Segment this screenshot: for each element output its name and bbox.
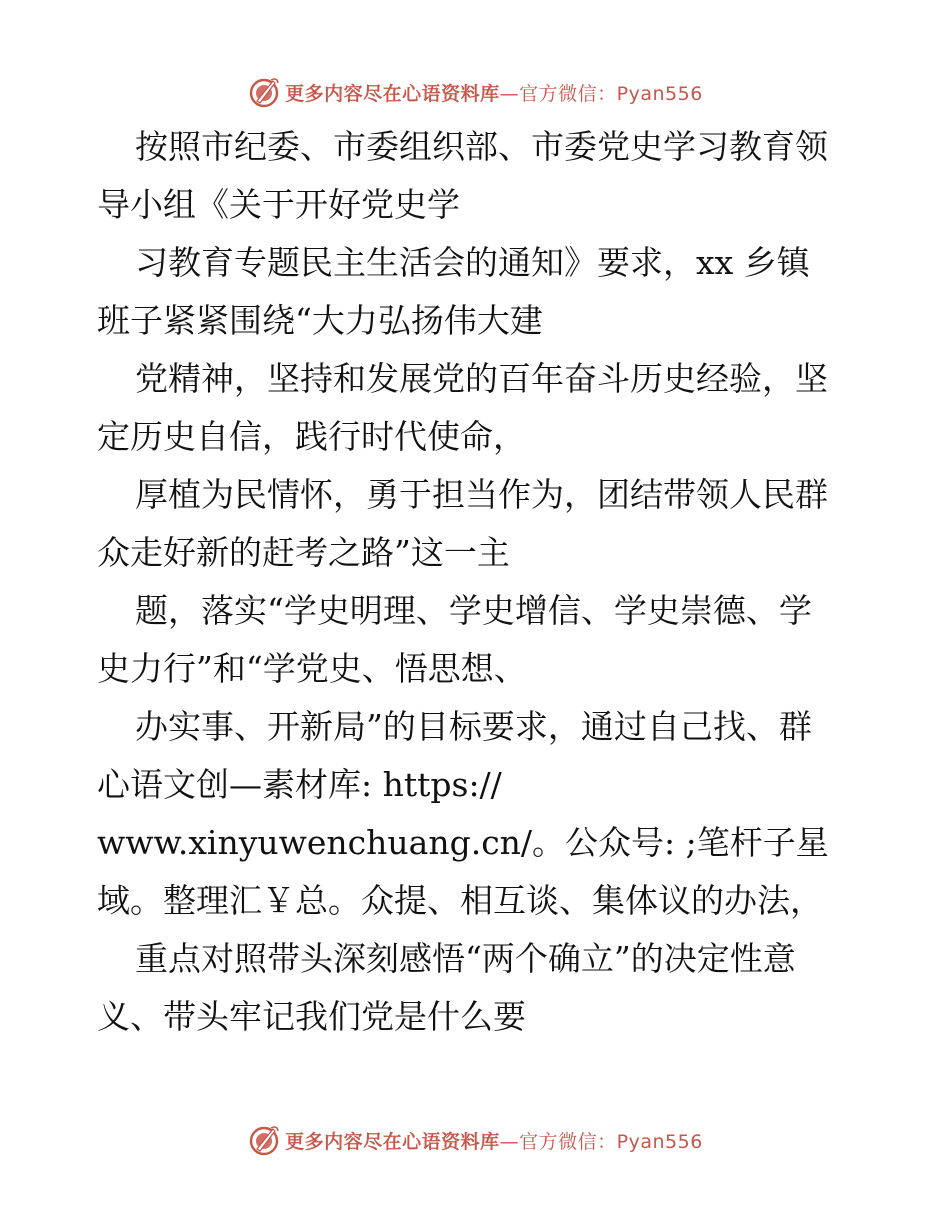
footer-banner xyxy=(0,1118,950,1162)
footer-banner-contact: 官方微信：Pyan556 xyxy=(519,1130,703,1153)
text-line: 按照市纪委、市委组织部、市委党史学习教育领 xyxy=(135,127,828,166)
text-line: 题，落实“学史明理、学史增信、学史崇德、学 xyxy=(135,591,812,630)
text-line: 办实事、开新局”的目标要求，通过自己找、群 xyxy=(135,707,812,746)
paragraph-6 xyxy=(97,698,857,930)
paragraph-1 xyxy=(97,118,857,234)
text-line: 史力行”和“学党史、悟思想、 xyxy=(97,649,527,688)
footer-banner-text xyxy=(285,1127,703,1154)
quill-logo-icon xyxy=(247,75,281,109)
header-banner xyxy=(0,70,950,114)
paragraph-5 xyxy=(97,582,857,698)
text-line: 厚植为民情怀，勇于担当作为，团结带领人民群 xyxy=(135,475,828,514)
text-line: 党精神，坚持和发展党的百年奋斗历史经验，坚 xyxy=(135,359,828,398)
header-banner-contact: 官方微信：Pyan556 xyxy=(519,82,703,105)
header-banner-text xyxy=(285,79,703,106)
paragraph-2 xyxy=(97,234,857,350)
text-line: www.xinyuwenchuang.cn/。公众号: ;笔杆子星 xyxy=(97,823,829,862)
text-line: 心语文创—素材库: https:// xyxy=(97,765,502,804)
paragraph-7 xyxy=(97,930,857,1046)
document-body xyxy=(97,118,857,1046)
paragraph-4 xyxy=(97,466,857,582)
text-line: 众走好新的赶考之路”这一主 xyxy=(97,533,510,572)
text-line: 班子紧紧围绕“大力弘扬伟大建 xyxy=(97,301,543,340)
text-line: 定历史自信，践行时代使命， xyxy=(97,417,526,456)
text-line: 义、带头牢记我们党是什么要 xyxy=(97,997,526,1036)
paragraph-3 xyxy=(97,350,857,466)
footer-banner-sep: — xyxy=(499,1130,520,1153)
text-line: 导小组《关于开好党史学 xyxy=(97,185,460,224)
footer-banner-main: 更多内容尽在心语资料库 xyxy=(285,1130,500,1153)
text-line: 习教育专题民主生活会的通知》要求，xx 乡镇 xyxy=(135,243,810,282)
header-banner-sep: — xyxy=(499,82,520,105)
header-banner-main: 更多内容尽在心语资料库 xyxy=(285,82,500,105)
quill-logo-icon xyxy=(247,1123,281,1157)
text-line: 重点对照带头深刻感悟“两个确立”的决定性意 xyxy=(135,939,796,978)
text-line: 域。整理汇￥总。众提、相互谈、集体议的办法， xyxy=(97,881,823,920)
